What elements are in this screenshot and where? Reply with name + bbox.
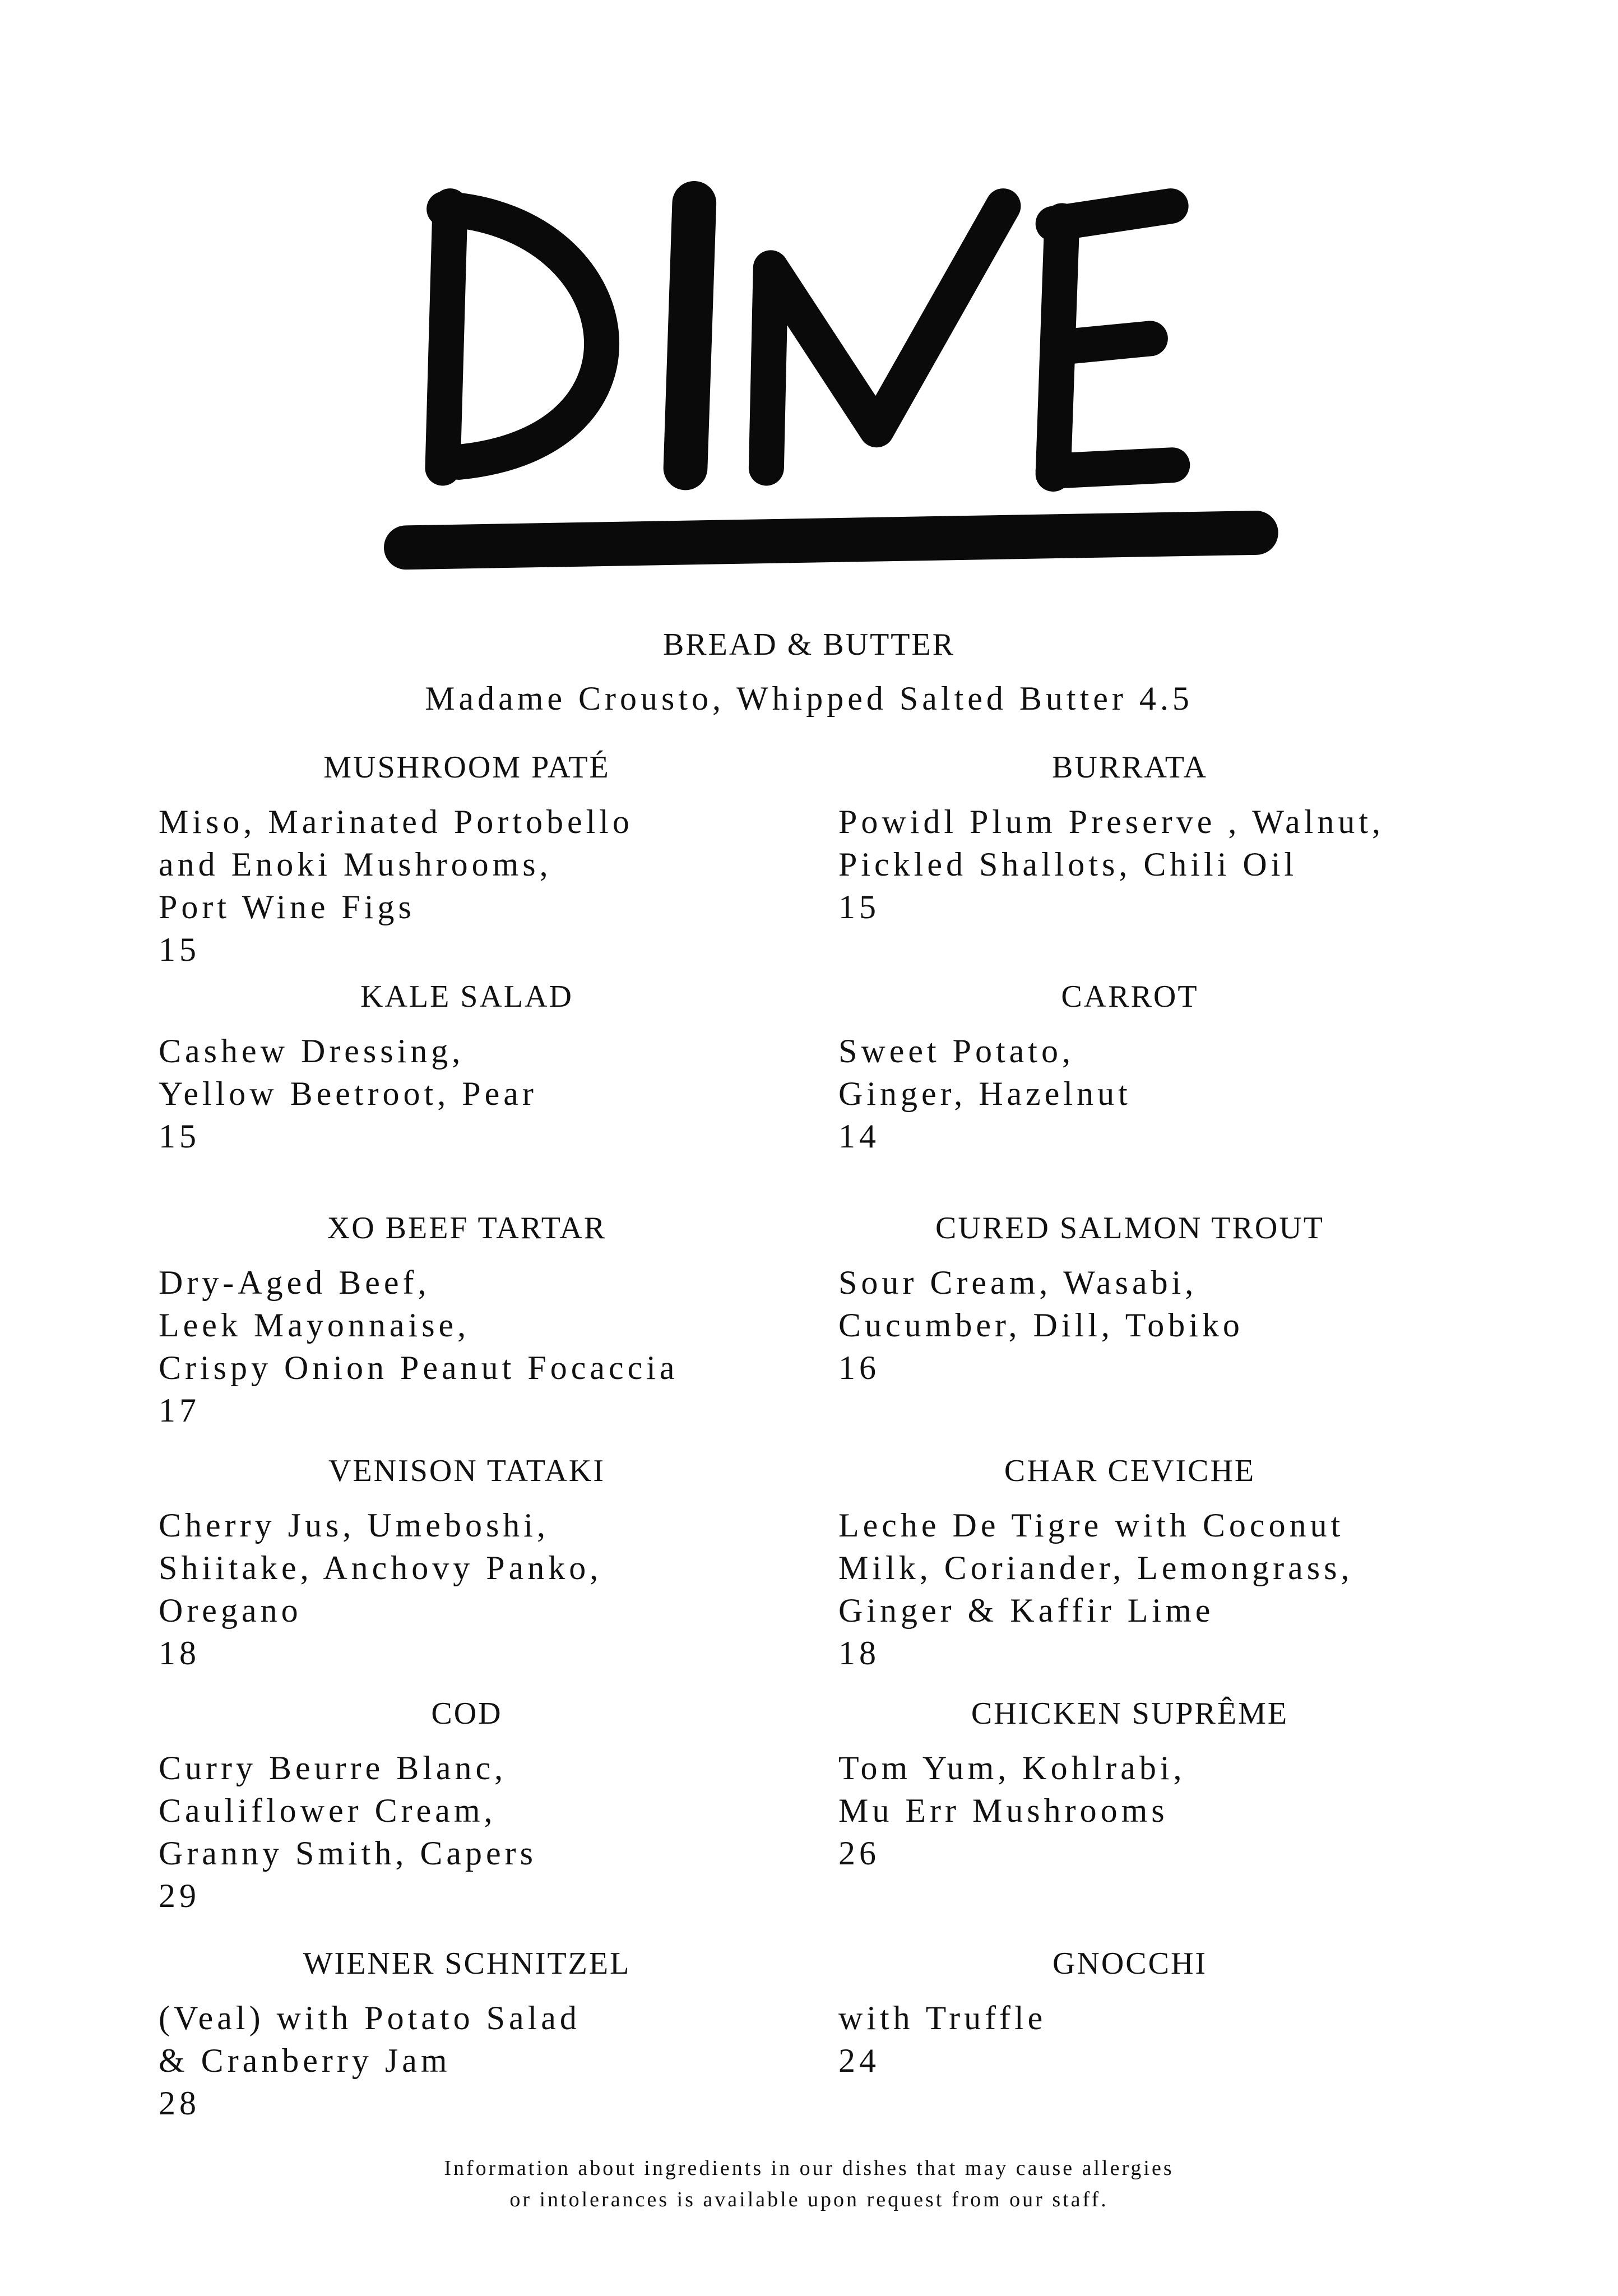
menu-item-title: COD xyxy=(431,1696,503,1731)
menu-item-price: 18 xyxy=(159,1635,200,1672)
menu-item xyxy=(159,975,803,1158)
menu-item-title: CARROT xyxy=(1061,979,1199,1014)
logo-letter-d xyxy=(443,206,602,468)
menu-item-price: 15 xyxy=(159,931,200,968)
logo-underline xyxy=(406,533,1256,547)
menu-item-description-line: Powidl Plum Preserve , Walnut, xyxy=(838,803,1385,840)
allergy-notice-line-2: or intolerances is available upon request from our staff. xyxy=(509,2188,1109,2211)
menu-item-description-line: Mu Err Mushrooms xyxy=(838,1792,1169,1829)
menu-item-price: 18 xyxy=(838,1635,880,1672)
menu-item-description-line: with Truffle xyxy=(838,1999,1047,2036)
menu-item-title: KALE SALAD xyxy=(360,979,573,1014)
menu-item-description-line: Ginger, Hazelnut xyxy=(838,1075,1132,1112)
menu-item xyxy=(838,1207,1483,1389)
menu-item-title: CHICKEN SUPRÊME xyxy=(971,1696,1289,1731)
menu-item-price: 15 xyxy=(159,1118,200,1155)
menu-item-description-line: Curry Beurre Blanc, xyxy=(159,1749,507,1786)
logo-letter-n xyxy=(766,206,1003,468)
menu-item-description-line: and Enoki Mushrooms, xyxy=(159,846,552,883)
menu-item-title: CURED SALMON TROUT xyxy=(935,1211,1324,1246)
menu-item-price: 29 xyxy=(159,1877,200,1914)
menu-item xyxy=(159,1450,803,1674)
menu-item-title: XO BEEF TARTAR xyxy=(327,1211,607,1246)
menu-item-title: VENISON TATAKI xyxy=(328,1453,605,1488)
menu-item-price: 16 xyxy=(838,1349,880,1386)
menu-item-description-line: Ginger & Kaffir Lime xyxy=(838,1592,1214,1629)
menu-item-description-line: Port Wine Figs xyxy=(159,888,415,925)
menu-item-description-line: Leek Mayonnaise, xyxy=(159,1307,470,1344)
menu-item xyxy=(838,975,1483,1158)
menu-item-description-line: Leche De Tigre with Coconut xyxy=(838,1507,1345,1544)
menu-item-description-line: Crispy Onion Peanut Focaccia xyxy=(159,1349,679,1386)
menu-item-description-line: Cucumber, Dill, Tobiko xyxy=(838,1307,1244,1344)
menu-item xyxy=(159,1207,803,1432)
menu-item-title: MUSHROOM PATÉ xyxy=(323,750,610,785)
menu-item-title: BURRATA xyxy=(1052,750,1208,785)
menu-item-title: WIENER SCHNITZEL xyxy=(303,1946,631,1981)
menu-item-description-line: (Veal) with Potato Salad xyxy=(159,1999,581,2036)
menu-item-description-line: Cauliflower Cream, xyxy=(159,1792,497,1829)
menu-item xyxy=(838,746,1483,928)
menu-item-price: 26 xyxy=(838,1835,880,1872)
menu-item-description-line: Cherry Jus, Umeboshi, xyxy=(159,1507,549,1544)
menu-item-price: 24 xyxy=(838,2042,880,2079)
menu-item-title: CHAR CEVICHE xyxy=(1004,1453,1256,1488)
menu-item-description-line: Shiitake, Anchovy Panko, xyxy=(159,1549,602,1586)
allergy-notice xyxy=(0,2152,1618,2215)
menu-item-description-line: Granny Smith, Capers xyxy=(159,1835,537,1872)
menu-item-description-line: Sour Cream, Wasabi, xyxy=(838,1264,1198,1301)
menu-item-price: 14 xyxy=(838,1118,880,1155)
menu-item-description-line: Cashew Dressing, xyxy=(159,1033,465,1070)
menu-item-price: 28 xyxy=(159,2085,200,2122)
menu-item xyxy=(159,1692,803,1917)
menu-item-description-line: & Cranberry Jam xyxy=(159,2042,451,2079)
logo-letter-e xyxy=(1053,206,1172,474)
menu-item-description-line: Oregano xyxy=(159,1592,302,1629)
menu-item-price: 17 xyxy=(159,1392,200,1429)
menu-item-description-line: Milk, Coriander, Lemongrass, xyxy=(838,1549,1353,1586)
bread-butter-description: Madame Crousto, Whipped Salted Butter 4.5 xyxy=(425,680,1193,717)
menu-item-description-line: Sweet Potato, xyxy=(838,1033,1074,1070)
menu-item-price: 15 xyxy=(838,888,880,925)
allergy-notice-line-1: Information about ingredients in our dishes that may cause allergies xyxy=(444,2156,1174,2180)
menu-item-description-line: Dry-Aged Beef, xyxy=(159,1264,430,1301)
menu-item xyxy=(838,1450,1483,1674)
menu-item-title: GNOCCHI xyxy=(1052,1946,1208,1981)
menu-item xyxy=(838,1942,1483,2082)
menu-item-description-line: Tom Yum, Kohlrabi, xyxy=(838,1749,1186,1786)
menu-item xyxy=(159,746,803,971)
menu-item-description-line: Miso, Marinated Portobello xyxy=(159,803,633,840)
menu-item xyxy=(159,1942,803,2124)
menu-item-description-line: Pickled Shallots, Chili Oil xyxy=(838,846,1298,883)
logo-letter-i xyxy=(685,203,694,468)
menu-item-description-line: Yellow Beetroot, Pear xyxy=(159,1075,537,1112)
menu-item xyxy=(838,1692,1483,1874)
bread-butter-title: BREAD & BUTTER xyxy=(662,627,956,662)
